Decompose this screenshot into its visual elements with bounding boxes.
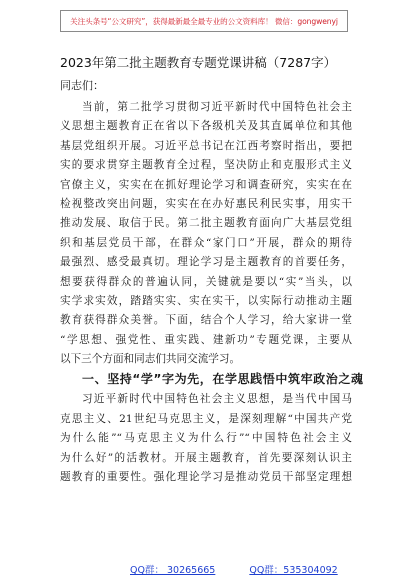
text-line: 为什么能”“马克思主义为什么行”“中国特色社会主义 — [60, 432, 352, 445]
page-title: 2023年第二批主题教育专题党课讲稿（7287字） — [60, 55, 337, 70]
qq-group-link-1[interactable]: QQ群： 30265665 — [130, 565, 216, 576]
text-line: 检视整改突出问题，实实在在办好惠民利民实事，用实干 — [60, 197, 352, 210]
text-line: 织和基层党员干部，在群众“家门口”开展，群众的期待 — [60, 236, 352, 249]
text-line: 以下三个方面和同志们共同交流学习。 — [60, 353, 241, 366]
text-line: 教育获得群众美誉。下面，结合个人学习，给大家讲一堂 — [60, 314, 352, 327]
text-line: 当前，第二批学习贯彻习近平新时代中国特色社会主 — [82, 101, 352, 113]
paragraph-2 — [60, 390, 352, 487]
text-line: 实学求实效，踏踏实实、实在实干，以实际行动推动主题 — [60, 294, 352, 307]
text-line: “学思想、强党性、重实践、建新功”专题党课，主要从 — [60, 333, 352, 346]
text-line: 官僚主义，实实在在抓好理论学习和调查研究，实实在在 — [60, 178, 352, 191]
text-line: 义思想主题教育正在省以下各级机关及其直属单位和其他 — [60, 120, 352, 133]
text-line: 最强烈、感受最真切。理论学习是主题教育的首要任务， — [60, 256, 352, 269]
text-line: 实的要求贯穿主题教育全过程，坚决防止和克服形式主义 — [60, 159, 352, 172]
section-heading: 一、坚持“学”字为先，在学思践悟中筑牢政治之魂 — [82, 372, 364, 387]
qq-group-link-2[interactable]: QQ群：535304092 — [249, 565, 338, 576]
text-line: 题教育的重要性。强化理论学习是推动党员干部坚定理想 — [60, 471, 352, 484]
text-line: 克思主义、21世纪马克思主义，是深刻理解“中国共产党 — [60, 412, 352, 425]
text-line: 为什么好”的活教材。开展主题教育，首先要深刻认识主 — [60, 451, 352, 464]
greeting: 同志们： — [60, 79, 104, 92]
text-line: 想要获得群众的普遍认同，关键就是要以“实”当头，以 — [60, 275, 352, 288]
promo-banner-text: 关注头条号“公文研究”，获得最新最全最专业的公文资料库！ 微信：gongwenyj — [70, 16, 338, 26]
text-line: 基层党组织开展。习近平总书记在江西考察时指出，要把 — [60, 139, 352, 152]
text-line: 习近平新时代中国特色社会主义思想，是当代中国马 — [82, 393, 352, 406]
document-body — [60, 98, 364, 487]
footer-qq-groups — [130, 562, 338, 576]
paragraph-1 — [60, 98, 352, 369]
text-line: 推动发展、取信于民。第二批主题教育面向广大基层党组 — [60, 217, 352, 230]
promo-banner — [60, 10, 348, 32]
